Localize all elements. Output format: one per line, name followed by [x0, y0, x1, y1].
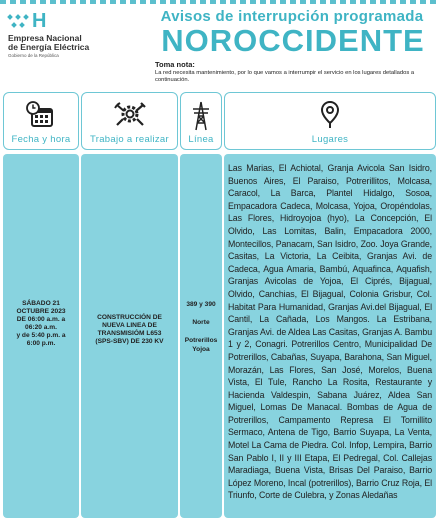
linea-spacer: [183, 327, 219, 336]
column-header-trabajo: [81, 92, 178, 150]
flag-stripe: [0, 0, 439, 4]
fecha-line: DE 06:00 a.m. a: [16, 316, 66, 323]
column-label-trabajo: Trabajo a realizar: [90, 134, 169, 145]
fecha-line: OCTUBRE 2023: [16, 308, 66, 315]
fecha-line: SÁBADO 21: [22, 300, 60, 307]
logo-stars-icon: [8, 15, 30, 29]
transmission-tower-icon: [191, 101, 211, 131]
outage-table: [0, 88, 439, 518]
logo-h-letter: H: [32, 10, 47, 32]
map-pin-icon: [321, 101, 339, 129]
column-header-fecha: [3, 92, 79, 150]
trabajo-text: [84, 314, 175, 346]
title-main: NOROCCIDENTE: [161, 23, 425, 58]
column-label-linea: Línea: [188, 134, 214, 145]
column-header-linea: [180, 92, 222, 150]
logo-name: [8, 34, 128, 52]
fecha-text: [6, 300, 76, 348]
cell-linea: [180, 154, 222, 518]
logo-mark: [6, 12, 50, 30]
linea-text: [183, 300, 219, 354]
logo-name-line2: de Energía Eléctrica: [8, 42, 90, 52]
linea-line: Potrerillos: [184, 337, 218, 344]
fecha-line: 06:20 a.m.: [25, 324, 57, 331]
linea-spacer: [183, 309, 219, 318]
column-label-fecha: Fecha y hora: [11, 134, 71, 145]
cell-trabajo: [81, 154, 178, 518]
table-header-row: [0, 88, 439, 152]
logo-subtitle: Gobierno de la República: [8, 53, 59, 58]
linea-line: 389 y 390: [186, 301, 216, 308]
trabajo-line: CONSTRUCCIÓN DE: [97, 314, 162, 321]
calendar-clock-icon: [26, 101, 56, 129]
trabajo-line: TRANSMISIÓM L653: [97, 330, 162, 337]
fecha-line: 6:00 p.m.: [26, 340, 56, 347]
header: [0, 0, 439, 88]
linea-line: Norte: [192, 319, 210, 326]
cell-fecha: [3, 154, 79, 518]
logo-name-line1: Empresa Nacional: [8, 33, 82, 43]
linea-line: Yojoa: [192, 346, 210, 353]
lugares-text: Las Marias, El Achiotal, Granja Avicola San Isidro, Buenos Aires, El Paraiso, Potrerillitos, Molcasa, Caracol, La Barca, Plantel Hidalgo, Sosoa, Empacadora Cadeca, Molcasa, Yojoa, Oropéndolas, Las Flores, Hidroyojoa (hyo), La Concepción, El Olvido, Las Lomitas, Balin, Empacadora 2000, Montecillos, Panacam, San Isidro, Zoo. Joya Grande, Casitas, La Victoria, La Ceibita, Granjas Avi. de Cadeca, Agua Amaria, Bambú, Aquafinca, Aquafish, Granjas Avicolas de Yojoa, El Ciprés, Bijagual, Olvido, Canchias, El Bijagual, Colonia Grisbur, Col. Habitat Para Humanidad, Granjas Avi.del Bijagual, El Cantil, La Cañada, Los Mangos. La Estribana, Granjas Avi. de Aldea Las Casitas, Granjas A. Bambu 1 y 2, Conagri. Potrerillos Centro, Municipalidad De Potrerillos, Cabañas, Suyapa, Barahona, San Miguel, Morazán, Las Flores, San José, Morelos, Buena Vista, El Tule, Rancho La Rosita, Restaurante y Hacienda Valdespin, Sabana Juárez, Aldea San Miguel, Lomas De Manacal. Bombas de Agua de Potrerillos, Campamento Represa El Tornillito Sermaco, Antena de Tigo, Barrio Suyapa, La Venta, Motel La Cama de Piedra. Col. Infop, Lempira, Barrio San Pablo I, II y III Etapa, El Pedregal, Col. Callejas Maradiaga, Buena Vista, Brisas Del Paraiso, Barrio López Moreno, Incal (potrerillos), Barrio Cruz Roja, El Triunfo, Corte de Culebra, y Zonas Aledañas: [228, 163, 432, 501]
trabajo-line: NUEVA LINEA DE: [102, 322, 157, 329]
fecha-line: y de 5:40 p.m. a: [16, 332, 66, 339]
column-label-lugares: Lugares: [311, 134, 349, 145]
nota-label: Toma nota:: [155, 60, 195, 69]
nota-text: La red necesita mantenimiento, por lo que vamos a interrumpir el servicio en los lugares detallados a continuación.: [155, 70, 415, 83]
column-header-lugares: [224, 92, 436, 150]
title-top: Avisos de interrupción programada: [160, 8, 424, 25]
cell-lugares: [224, 154, 436, 518]
tools-gear-icon: [114, 101, 146, 129]
trabajo-line: (SPS-SBV) DE 230 KV: [95, 338, 164, 345]
